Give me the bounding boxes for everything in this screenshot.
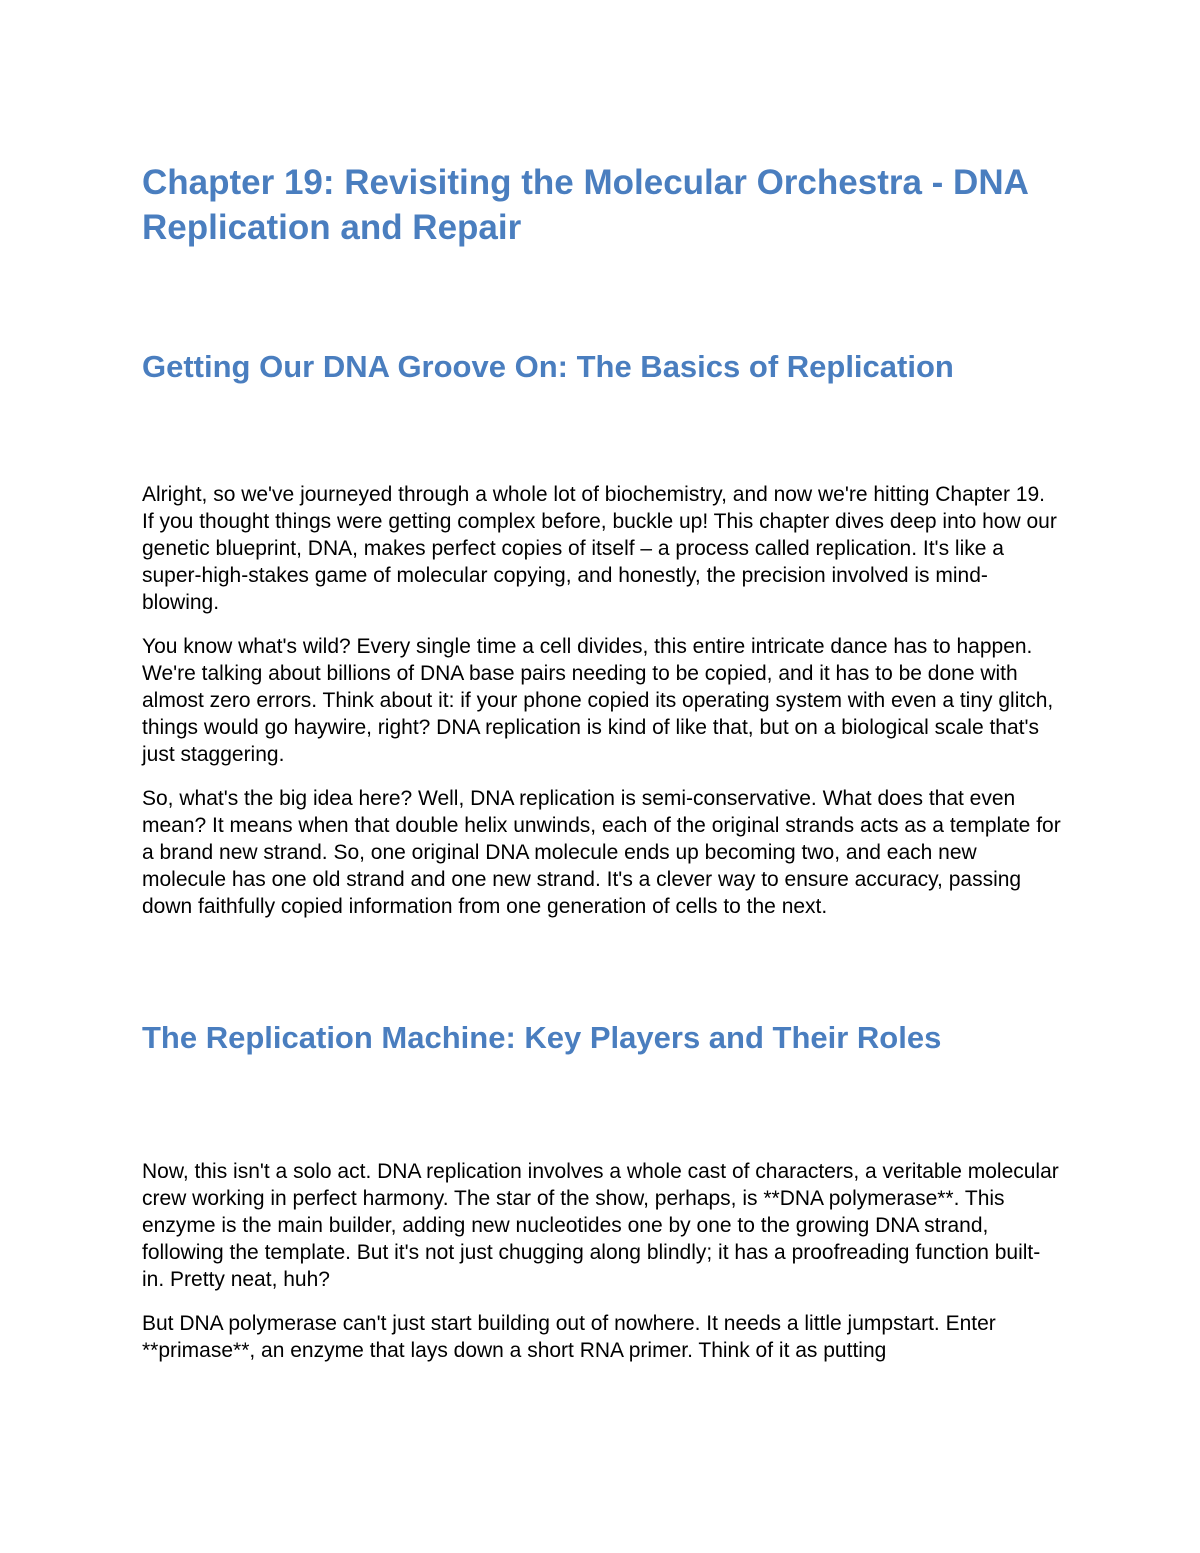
document-page	[142, 160, 1062, 1364]
paragraph: Alright, so we've journeyed through a whole lot of biochemistry, and now we're hitting Chapter 19. If you thought things were getting complex before, buckle up! This chapter dives deep into how our genetic blueprint, DNA, makes perfect copies of itself – a process called replication. It's like a super-high-stakes game of molecular copying, and honestly, the precision involved is mind-blowing.	[142, 483, 1057, 614]
section-heading-replication-machine: The Replication Machine: Key Players and Their Roles	[142, 1020, 942, 1055]
chapter-title: Chapter 19: Revisiting the Molecular Orchestra - DNA Replication and Repair	[142, 163, 1028, 247]
paragraph: You know what's wild? Every single time a cell divides, this entire intricate dance has to happen. We're talking about billions of DNA base pairs needing to be copied, and it has to be done with almost zero errors. Think about it: if your phone copied its operating system with even a tiny glitch, things would go haywire, right? DNA replication is kind of like that, but on a biological scale that's just staggering.	[142, 635, 1054, 766]
paragraph: Now, this isn't a solo act. DNA replication involves a whole cast of characters, a veritable molecular crew working in perfect harmony. The star of the show, perhaps, is **DNA polymerase**. This enzyme is the main builder, adding new nucleotides one by one to the growing DNA strand, following the template. But it's not just chugging along blindly; it has a proofreading function built-in. Pretty neat, huh?	[142, 1160, 1059, 1291]
paragraph: But DNA polymerase can't just start building out of nowhere. It needs a little jumpstart. Enter **primase**, an enzyme that lays down a short RNA primer. Think of it as putting	[142, 1312, 996, 1362]
paragraph: So, what's the big idea here? Well, DNA replication is semi-conservative. What does that even mean? It means when that double helix unwinds, each of the original strands acts as a template for a brand new strand. So, one original DNA molecule ends up becoming two, and each new molecule has one old strand and one new strand. It's a clever way to ensure accuracy, passing down faithfully copied information from one generation of cells to the next.	[142, 787, 1061, 918]
section-body-replication-basics	[142, 481, 1062, 920]
section-body-replication-machine	[142, 1158, 1062, 1364]
section-heading-replication-basics: Getting Our DNA Groove On: The Basics of Replication	[142, 349, 954, 384]
